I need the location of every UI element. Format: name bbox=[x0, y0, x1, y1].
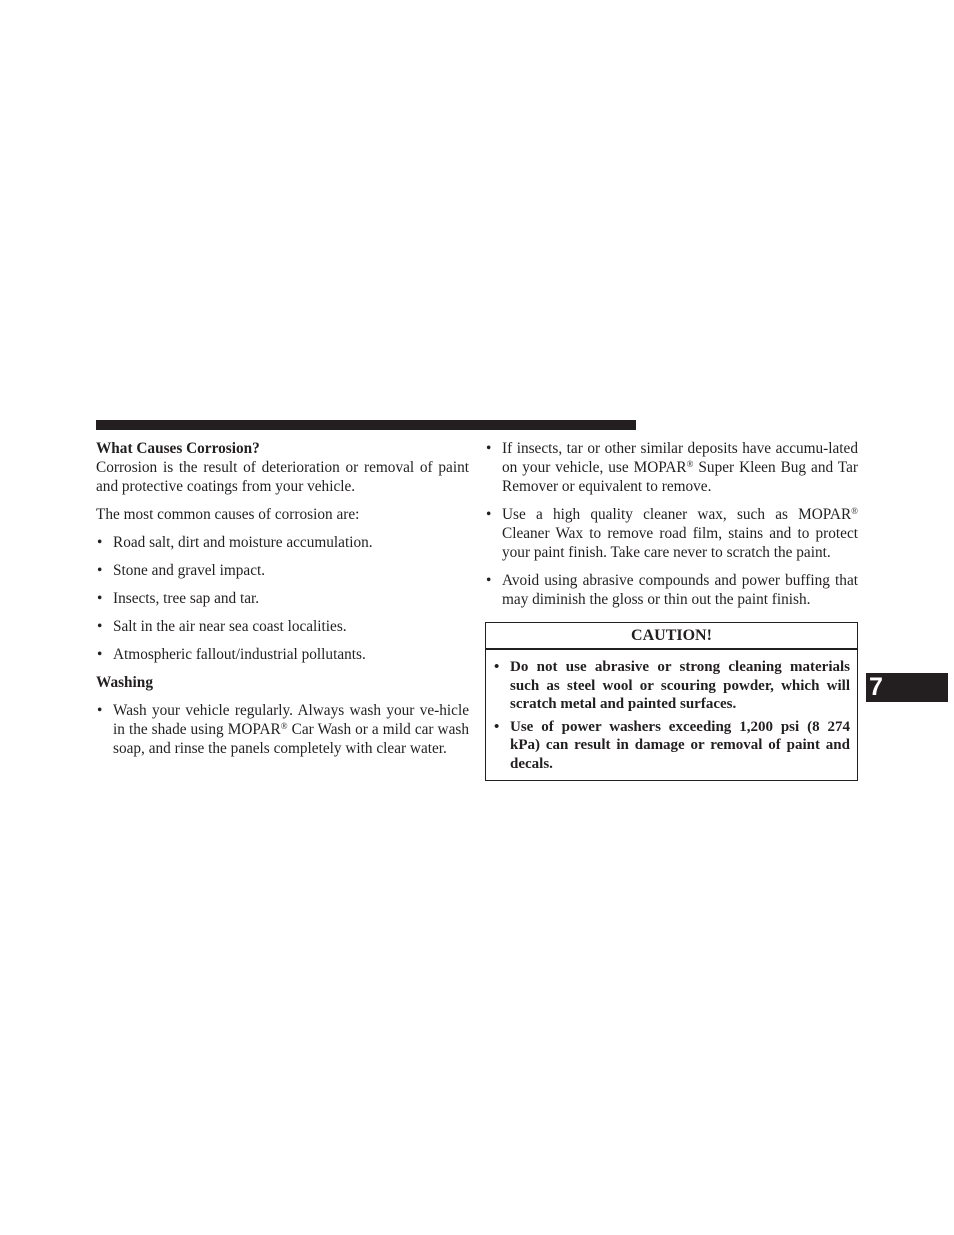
right-column bbox=[485, 439, 858, 781]
caution-box bbox=[485, 622, 858, 781]
bullet-icon: • bbox=[97, 646, 103, 663]
list-item: • Do not use abrasive or strong cleaning materials such as steel wool or scouring powder, which will scratch metal and painted surfaces. bbox=[494, 659, 850, 712]
care-list bbox=[485, 439, 858, 609]
bullet-icon: • bbox=[486, 440, 492, 457]
list-item: • Salt in the air near sea coast localities. bbox=[97, 618, 347, 635]
corrosion-definition: Corrosion is the result of deterioration or removal of paint and protective coatings from your vehicle. bbox=[96, 459, 469, 495]
bullet-icon: • bbox=[486, 572, 492, 589]
heading-washing: Washing bbox=[96, 674, 153, 691]
bullet-icon: • bbox=[486, 506, 492, 523]
list-item: • Wash your vehicle regularly. Always wash your ve-hicle in the shade using MOPAR® Car Wash or a mild car wash soap, and rinse the panels completely with clear water. bbox=[97, 702, 469, 757]
list-item: • Use of power washers exceeding 1,200 psi (8 274 kPa) can result in damage or removal of paint and decals. bbox=[494, 718, 850, 772]
list-item: • Insects, tree sap and tar. bbox=[97, 590, 260, 607]
list-item: • Atmospheric fallout/industrial pollutants. bbox=[97, 646, 366, 663]
bullet-icon: • bbox=[97, 562, 103, 579]
list-item: • Stone and gravel impact. bbox=[97, 562, 266, 579]
section-header-rule bbox=[96, 420, 636, 430]
bullet-icon: • bbox=[97, 590, 103, 607]
causes-intro: The most common causes of corrosion are: bbox=[96, 506, 360, 523]
washing-list bbox=[96, 701, 469, 758]
registered-mark: ® bbox=[686, 459, 694, 469]
registered-mark: ® bbox=[851, 506, 858, 516]
bullet-icon: • bbox=[97, 702, 103, 719]
list-item: • If insects, tar or other similar deposits have accumu-lated on your vehicle, use MOPAR® Super Kleen Bug and Tar Remover or equivalent to remove. bbox=[486, 440, 858, 495]
caution-body bbox=[486, 650, 857, 780]
registered-mark: ® bbox=[280, 721, 288, 731]
heading-what-causes-corrosion: What Causes Corrosion? bbox=[96, 440, 260, 457]
causes-list bbox=[96, 533, 469, 664]
list-item: • Avoid using abrasive compounds and power buffing that may diminish the gloss or thin out the paint finish. bbox=[486, 572, 858, 608]
bullet-icon: • bbox=[494, 659, 500, 675]
bullet-icon: • bbox=[97, 618, 103, 635]
list-item: • Road salt, dirt and moisture accumulation. bbox=[97, 534, 373, 551]
caution-title: CAUTION! bbox=[486, 623, 857, 650]
section-tab: 7 bbox=[866, 673, 948, 702]
left-column bbox=[96, 439, 469, 767]
bullet-icon: • bbox=[494, 718, 500, 735]
bullet-icon: • bbox=[97, 534, 103, 551]
list-item: • Use a high quality cleaner wax, such as MOPAR® Cleaner Wax to remove road film, stains and to protect your paint finish. Take care never to scratch the paint. bbox=[486, 506, 858, 561]
caution-list bbox=[493, 658, 850, 773]
